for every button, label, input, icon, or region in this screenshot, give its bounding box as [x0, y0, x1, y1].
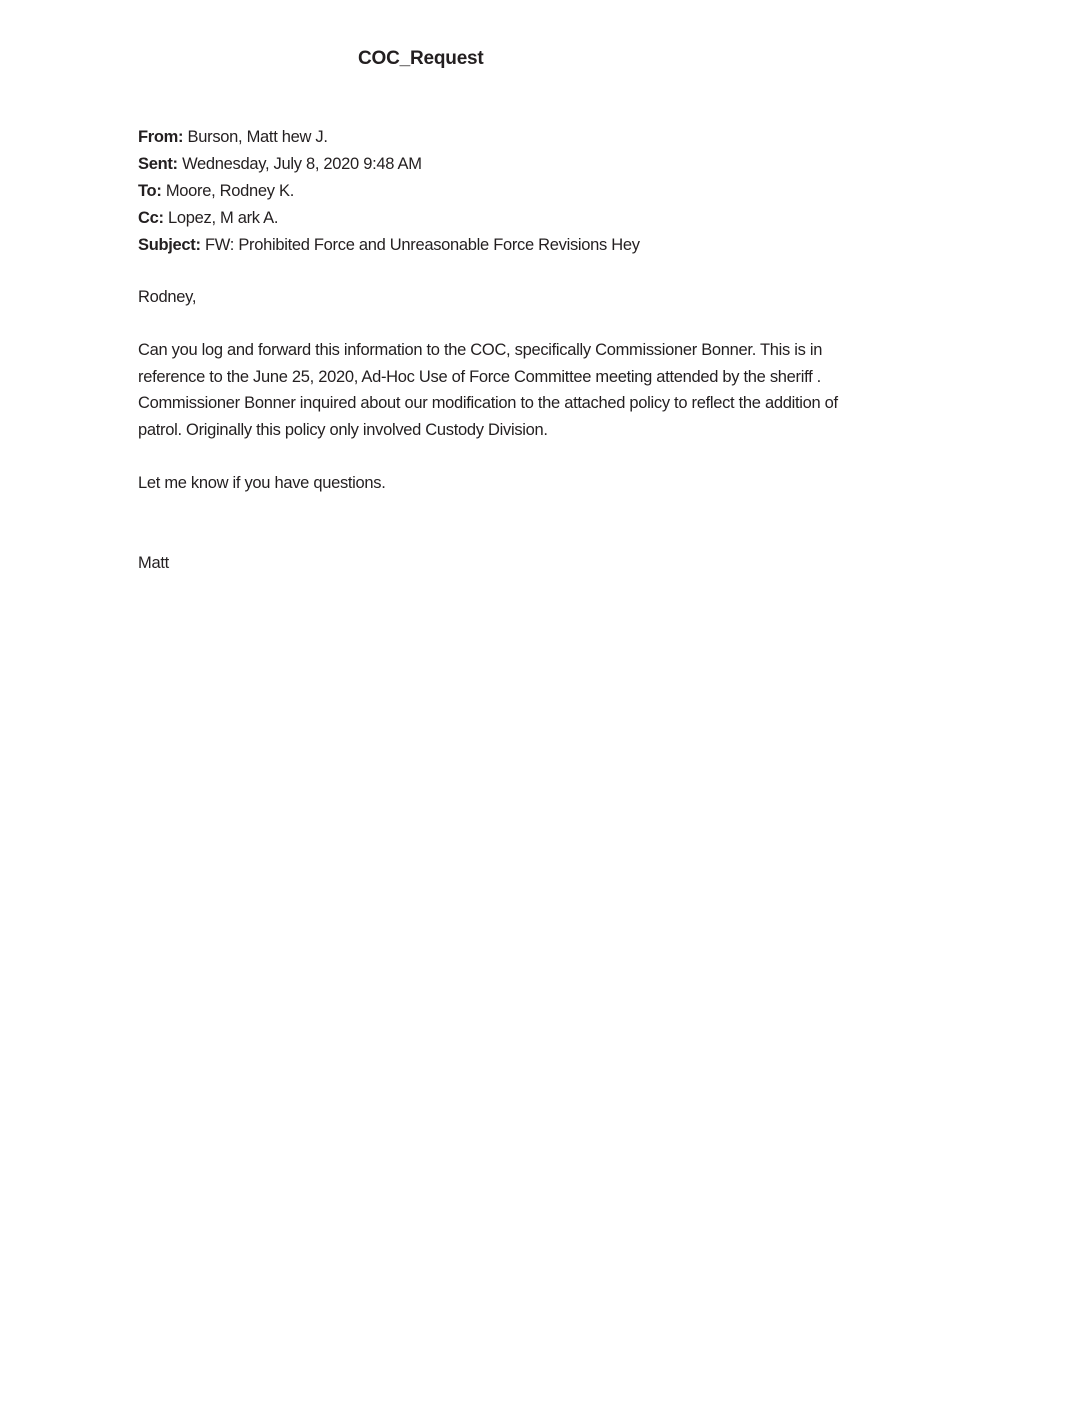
cc-row — [138, 205, 958, 232]
cc-value: Lopez, M ark A. — [167, 209, 279, 227]
paragraph-line: Can you log and forward this information to the COC, specifically Commissioner Bonner. This is in — [138, 341, 823, 359]
from-label: From: — [138, 128, 184, 146]
to-label: To: — [138, 182, 162, 200]
sent-label: Sent: — [138, 155, 178, 173]
paragraph-line: reference to the June 25, 2020, Ad-Hoc Use of Force Committee meeting attended by the sheriff . — [138, 367, 821, 386]
from-row — [138, 124, 958, 151]
email-header — [138, 124, 958, 259]
email-body — [138, 284, 948, 576]
document-title: COC_Request — [358, 48, 484, 69]
body-paragraph — [138, 337, 948, 443]
signature: Matt — [138, 554, 169, 572]
sent-row — [138, 151, 958, 178]
paragraph-line: Commissioner Bonner inquired about our modification to the attached policy to reflect the addition of — [138, 394, 838, 412]
paragraph-line: patrol. Originally this policy only involved Custody Division. — [138, 420, 548, 439]
to-row — [138, 178, 958, 205]
subject-label: Subject: — [138, 236, 201, 254]
sent-value: Wednesday, July 8, 2020 9:48 AM — [182, 155, 422, 173]
closing-line: Let me know if you have questions. — [138, 474, 386, 492]
subject-value: FW: Prohibited Force and Unreasonable Force Revisions Hey — [205, 236, 640, 254]
salutation: Rodney, — [138, 288, 197, 306]
cc-label: Cc: — [138, 209, 164, 227]
from-value: Burson, Matt hew J. — [187, 128, 328, 146]
to-value: Moore, Rodney K. — [165, 182, 295, 200]
subject-row — [138, 232, 958, 259]
